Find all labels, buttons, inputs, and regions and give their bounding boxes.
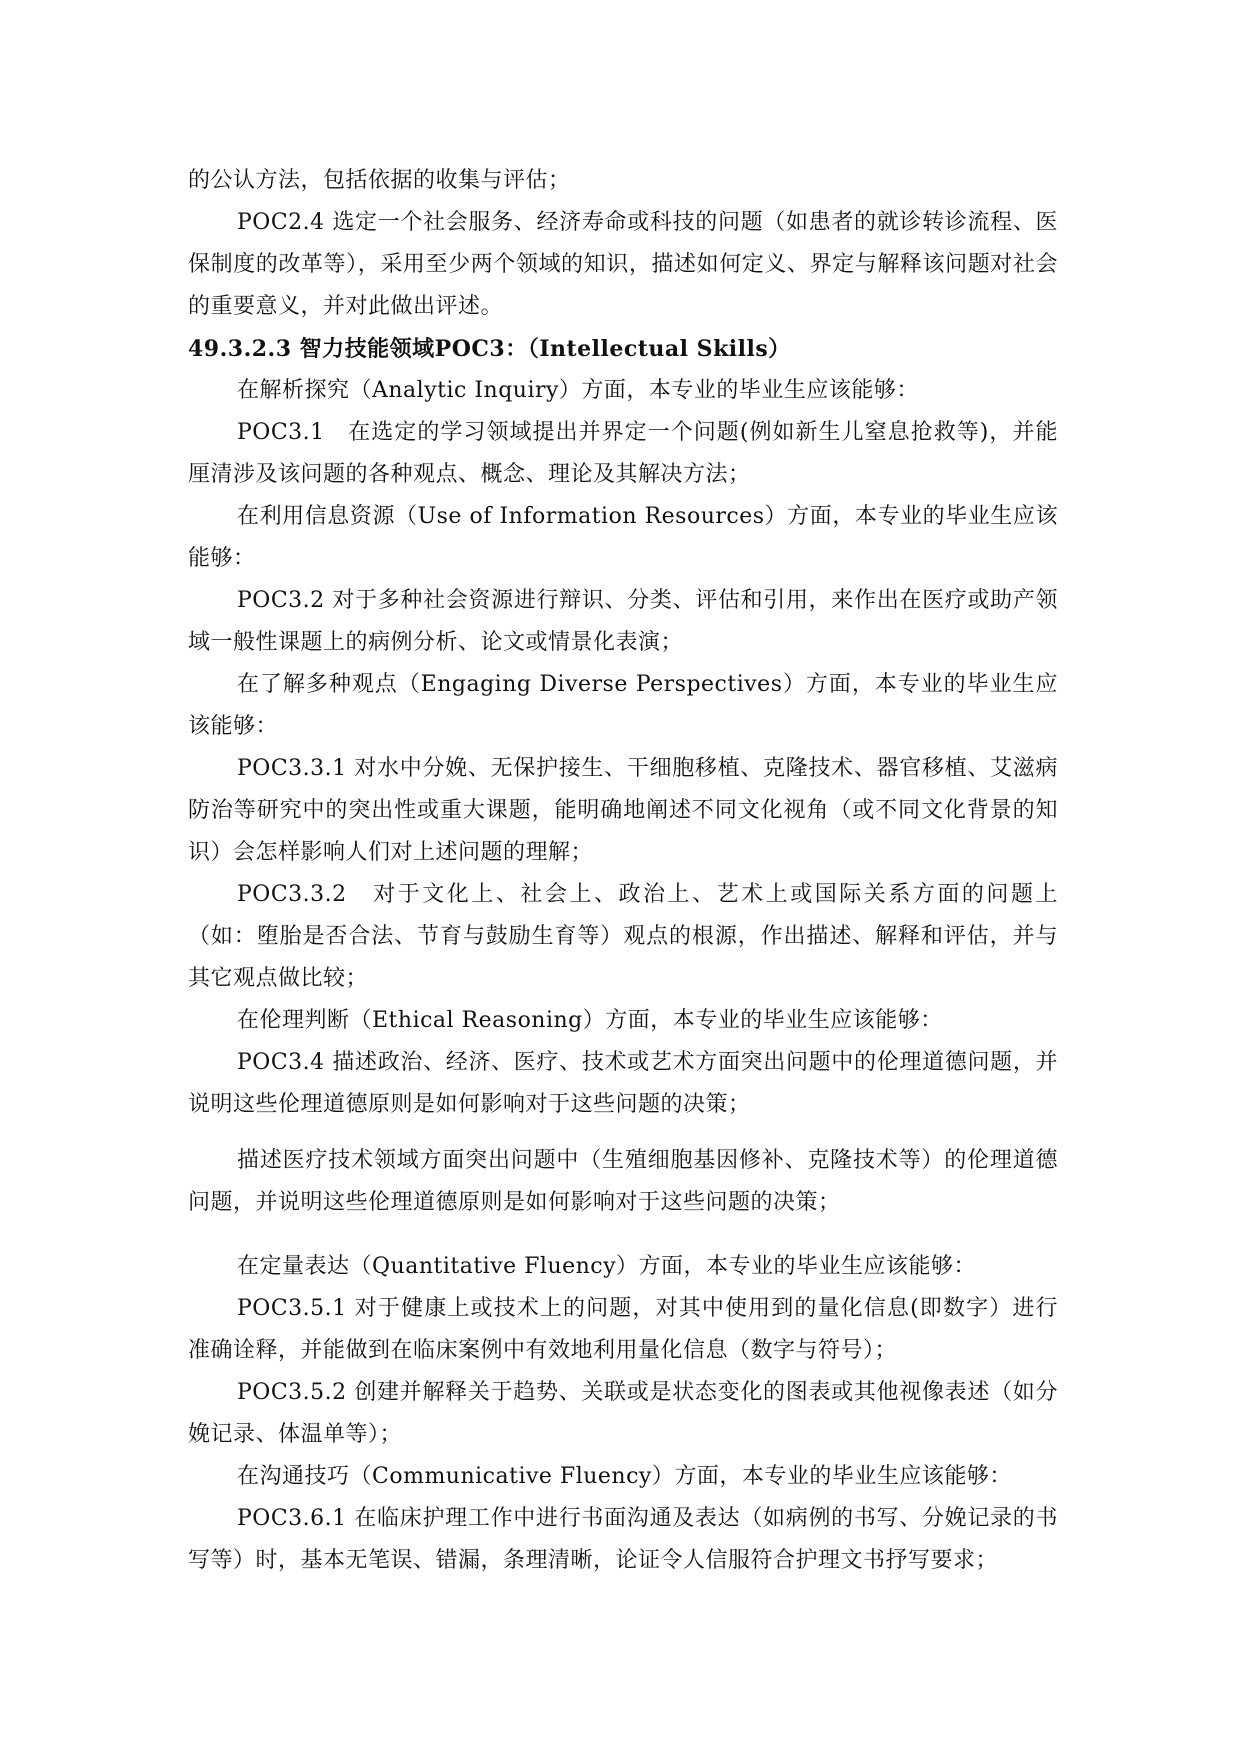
- paragraph: POC3.5.1 对于健康上或技术上的问题，对其中使用到的量化信息(即数字）进行准确诠释，并能做到在临床案例中有效地利用量化信息（数字与符号）；: [188, 1296, 1058, 1363]
- document-body: [188, 160, 1058, 1582]
- paragraph: 在定量表达（Quantitative Fluency）方面，本专业的毕业生应该能够：: [237, 1254, 977, 1279]
- paragraph: 在解析探究（Analytic Inquiry）方面，本专业的毕业生应该能够：: [237, 378, 919, 403]
- paragraph: POC3.2 对于多种社会资源进行辩识、分类、评估和引用，来作出在医疗或助产领域一般性课题上的病例分析、论文或情景化表演；: [188, 588, 1058, 655]
- paragraph: POC3.6.1 在临床护理工作中进行书面沟通及表达（如病例的书写、分娩记录的书写等）时，基本无笔误、错漏，条理清晰，论证令人信服符合护理文书抒写要求；: [188, 1506, 1058, 1573]
- paragraph: POC2.4 选定一个社会服务、经济寿命或科技的问题（如患者的就诊转诊流程、医保制度的改革等），采用至少两个领域的知识，描述如何定义、界定与解释该问题对社会的重要意义，并对此做出评述。: [188, 210, 1058, 319]
- paragraph: 在伦理判断（Ethical Reasoning）方面，本专业的毕业生应该能够：: [237, 1008, 943, 1033]
- paragraph: 在利用信息资源（Use of Information Resources）方面，本专业的毕业生应该能够：: [188, 504, 1058, 571]
- paragraph: 描述医疗技术领域方面突出问题中（生殖细胞基因修补、克隆技术等）的伦理道德问题，并说明这些伦理道德原则是如何影响对于这些问题的决策；: [188, 1148, 1058, 1215]
- paragraph: POC3.5.2 创建并解释关于趋势、关联或是状态变化的图表或其他视像表述（如分娩记录、体温单等）；: [188, 1380, 1058, 1447]
- paragraph: 在沟通技巧（Communicative Fluency）方面，本专业的毕业生应该能够：: [237, 1464, 1012, 1489]
- paragraph: POC3.3.1 对水中分娩、无保护接生、干细胞移植、克隆技术、器官移植、艾滋病防治等研究中的突出性或重大课题，能明确地阐述不同文化视角（或不同文化背景的知识）会怎样影响人们对上述问题的理解；: [188, 756, 1058, 865]
- paragraph: 的公认方法，包括依据的收集与评估；: [188, 168, 571, 193]
- paragraph: 在了解多种观点（Engaging Diverse Perspectives）方面，本专业的毕业生应该能够：: [188, 672, 1058, 739]
- section-heading: 49.3.2.3 智力技能领域POC3：（Intellectual Skills）: [188, 336, 791, 362]
- paragraph: POC3.1 在选定的学习领域提出并界定一个问题(例如新生儿窒息抢救等)，并能厘清涉及该问题的各种观点、概念、理论及其解决方法；: [188, 420, 1058, 487]
- paragraph: POC3.3.2 对于文化上、社会上、政治上、艺术上或国际关系方面的问题上（如：堕胎是否合法、节育与鼓励生育等）观点的根源，作出描述、解释和评估，并与其它观点做比较；: [188, 882, 1058, 991]
- paragraph: POC3.4 描述政治、经济、医疗、技术或艺术方面突出问题中的伦理道德问题，并说明这些伦理道德原则是如何影响对于这些问题的决策；: [188, 1050, 1058, 1117]
